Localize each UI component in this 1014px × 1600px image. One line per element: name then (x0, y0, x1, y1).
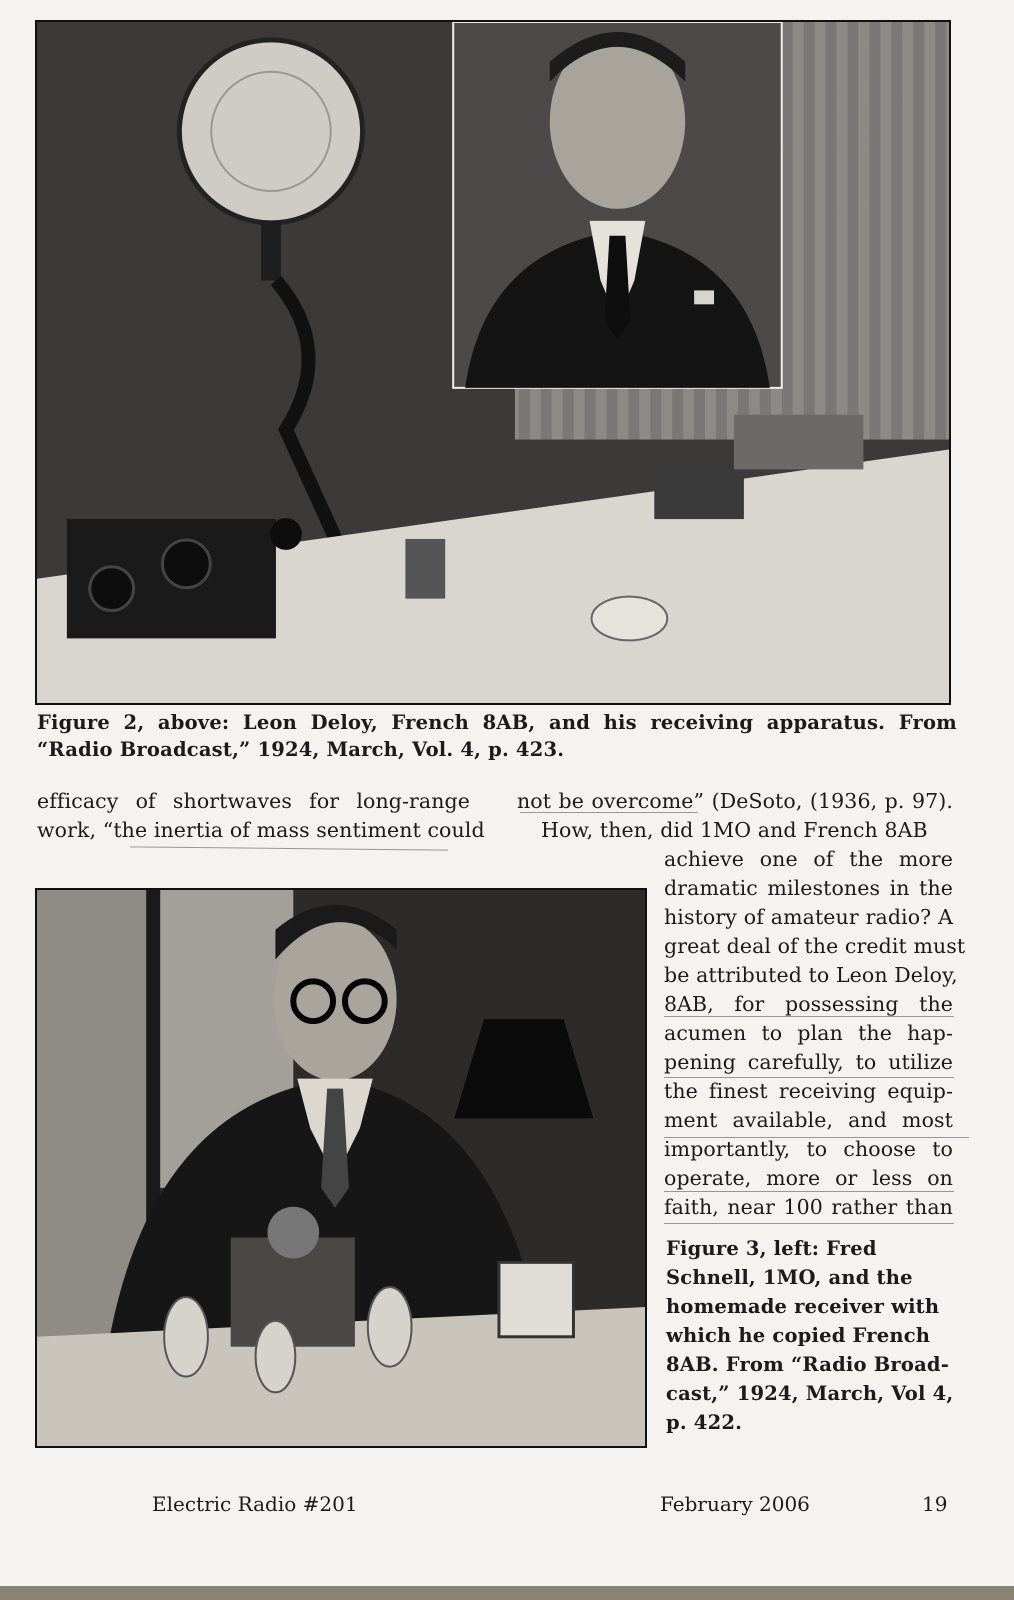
figure-3-caption (666, 1234, 954, 1437)
body-text-right-column (517, 787, 953, 845)
body-text-line: efficacy of shortwaves for long-range (37, 789, 470, 813)
pencil-underline (664, 1077, 954, 1078)
body-text-line: pening carefully, to utilize (664, 1050, 953, 1074)
figure-3-caption-line: 8AB. From “Radio Broad- (666, 1353, 950, 1376)
body-text-line: operate, more or less on (664, 1166, 953, 1190)
footer-publication: Electric Radio #201 (152, 1492, 358, 1516)
pencil-underline (664, 1137, 969, 1138)
body-text-line: not be overcome” (DeSoto, (1936, p. 97). (517, 789, 953, 813)
body-text-line: dramatic milestones in the (664, 876, 953, 900)
body-text-line: achieve one of the more (664, 847, 953, 871)
body-text-line: work, “the inertia of mass sentiment could (37, 818, 485, 842)
figure-2-caption-line: Figure 2, above: Leon Deloy, French 8AB, and his receiving apparatus. From (37, 711, 957, 734)
pencil-underline (130, 846, 448, 850)
figure-3-caption-line: homemade receiver with (666, 1295, 940, 1318)
figure-3-caption-line: cast,” 1924, March, Vol 4, (666, 1382, 954, 1405)
figure-3-caption-line: Schnell, 1MO, and the (666, 1266, 913, 1289)
figure-3-caption-line: Figure 3, left: Fred (666, 1237, 877, 1260)
figure-2-photo (35, 20, 951, 705)
pencil-underline (664, 1016, 954, 1017)
pencil-underline (664, 1191, 954, 1192)
footer-date: February 2006 (660, 1492, 810, 1516)
body-text-line: acumen to plan the hap- (664, 1021, 953, 1045)
figure-2-caption (37, 709, 957, 763)
figure-3-photo (35, 888, 647, 1448)
page-number: 19 (922, 1492, 948, 1516)
pencil-underline (664, 1223, 954, 1224)
body-text-line: the finest receiving equip- (664, 1079, 953, 1103)
figure-2-caption-line: “Radio Broadcast,” 1924, March, Vol. 4, p. 423. (37, 738, 565, 761)
body-text-line: great deal of the credit must (664, 934, 966, 958)
body-text-line: importantly, to choose to (664, 1137, 953, 1161)
body-text-line: faith, near 100 rather than (664, 1195, 953, 1219)
figure-3-caption-line: p. 422. (666, 1411, 743, 1434)
pencil-underline (520, 812, 698, 813)
body-text-narrow-column (664, 845, 966, 1222)
body-text-line: How, then, did 1MO and French 8AB (541, 818, 928, 842)
body-text-left-column (37, 787, 485, 845)
figure-3-caption-line: which he copied French (666, 1324, 931, 1347)
body-text-line: be attributed to Leon Deloy, (664, 963, 958, 987)
body-text-line: 8AB, for possessing the (664, 992, 953, 1016)
page-bottom-edge (0, 1586, 1014, 1600)
body-text-line: ment available, and most (664, 1108, 953, 1132)
body-text-line: history of amateur radio? A (664, 905, 953, 929)
